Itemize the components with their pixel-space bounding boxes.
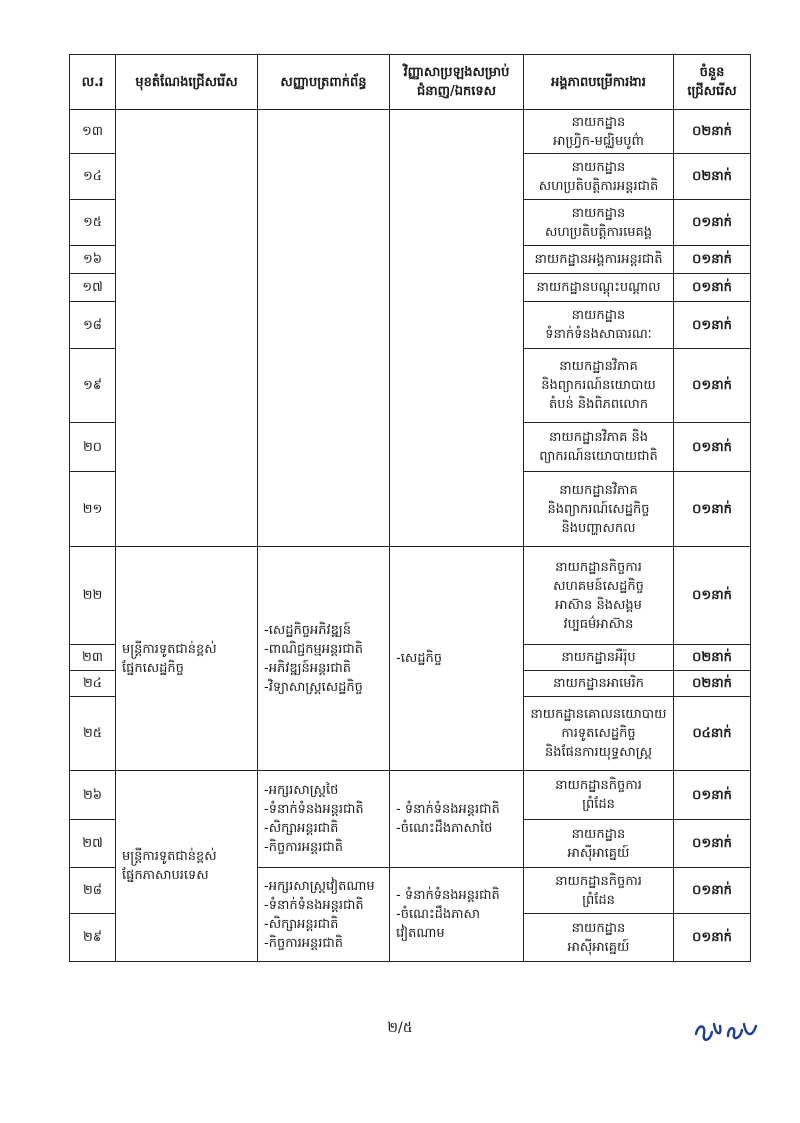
count-cell: ០១នាក់ <box>674 246 751 274</box>
unit-line: សហប្រតិបត្តិការមេគង្គ <box>544 224 653 240</box>
row-number: ២៣ <box>70 645 116 671</box>
unit-cell <box>524 274 674 302</box>
unit-cell <box>524 645 674 671</box>
unit-cell <box>524 349 674 423</box>
unit-cell <box>524 671 674 697</box>
unit-line: នាយកដ្ឋាន <box>571 826 626 842</box>
count-cell: ០១នាក់ <box>674 349 751 423</box>
subject-item: -ចំណេះដឹងភាសាថៃ <box>396 821 493 836</box>
count-cell: ០១នាក់ <box>674 771 751 820</box>
position-cell-empty <box>116 110 258 547</box>
degree-item: -អភិវឌ្ឍន៍អន្តរជាតិ <box>264 660 351 676</box>
unit-line: អាហ្វ្រិក-មជ្ឈិមបូព៌ា <box>553 133 644 149</box>
degree-item: -សិក្សាអន្តរជាតិ <box>264 821 339 836</box>
degree-item: -កិច្ចការអន្តរជាតិ <box>264 935 343 951</box>
header-no: ល.រ <box>70 55 116 110</box>
row-number: ២០ <box>70 423 116 472</box>
row-number: ១៩ <box>70 349 116 423</box>
header-position: មុខតំណែងជ្រើសរើស <box>116 55 258 110</box>
recruitment-table <box>69 54 751 962</box>
initials-signature <box>692 1014 760 1046</box>
position-line: មន្ត្រីការទូតជាន់ខ្ពស់ <box>122 641 217 657</box>
unit-cell <box>524 820 674 868</box>
degree-item: -អក្សរសាស្ត្រថៃ <box>264 783 339 798</box>
unit-line: វប្បធម៌អាស៊ាន <box>563 616 634 632</box>
unit-line: នាយកដ្ឋាន <box>571 308 626 323</box>
unit-line: និងផែនការយុទ្ធសាស្ត្រ <box>544 745 653 760</box>
header-unit: អង្គភាពបម្រើការងារ <box>524 55 674 110</box>
row-number: ១៧ <box>70 274 116 302</box>
row-number: ២៩ <box>70 914 116 962</box>
unit-cell <box>524 423 674 472</box>
position-line: ផ្នែកភាសាបរទេស <box>122 868 209 883</box>
count-cell: ០១នាក់ <box>674 423 751 472</box>
degree-cell <box>258 771 390 868</box>
degree-cell-empty <box>258 110 390 547</box>
header-count: ចំនួន ជ្រើសរើស <box>674 55 751 110</box>
subject-cell <box>390 547 524 771</box>
unit-line: សហគមន៍សេដ្ឋកិច្ច <box>553 578 644 594</box>
row-number: ១៤ <box>70 154 116 200</box>
count-cell: ០១នាក់ <box>674 914 751 962</box>
unit-line: និងព្យាករណ៍នយោបាយ <box>541 378 656 393</box>
row-number: ១៥ <box>70 200 116 246</box>
unit-line: នាយកដ្ឋាន <box>571 920 626 936</box>
unit-line: នាយកដ្ឋានអង្គការអន្តរជាតិ <box>534 252 663 267</box>
unit-line: អាស៊ីអាគ្នេយ៍ <box>567 845 630 861</box>
unit-line: នាយកដ្ឋានអាមេរិក <box>553 676 644 691</box>
position-line: មន្ត្រីការទូតជាន់ខ្ពស់ <box>122 849 217 864</box>
count-cell: ០១នាក់ <box>674 868 751 914</box>
unit-cell <box>524 200 674 246</box>
count-cell: ០២នាក់ <box>674 671 751 697</box>
subject-item: - ទំនាក់ទំនងអន្តរជាតិ <box>396 802 500 817</box>
row-number: ២២ <box>70 547 116 645</box>
unit-line: នាយកដ្ឋានវិភាគ <box>559 482 638 498</box>
degree-cell <box>258 547 390 771</box>
subject-cell <box>390 868 524 962</box>
row-number: ២៦ <box>70 771 116 820</box>
subject-item: -សេដ្ឋកិច្ច <box>396 651 442 666</box>
count-cell: ០២នាក់ <box>674 110 751 154</box>
count-cell: ០១នាក់ <box>674 820 751 868</box>
degree-item: -ទំនាក់ទំនងអន្តរជាតិ <box>264 802 364 817</box>
row-number: ២៥ <box>70 697 116 771</box>
unit-line: អាស៊ាន និងសង្គម <box>555 597 642 613</box>
unit-cell <box>524 154 674 200</box>
unit-line: និងព្យាករណ៍សេដ្ឋកិច្ច <box>547 501 650 517</box>
unit-line: នាយកដ្ឋានអឺរ៉ុប <box>561 650 636 665</box>
table-row <box>70 110 751 154</box>
count-cell: ០១នាក់ <box>674 302 751 349</box>
subject-cell-empty <box>390 110 524 547</box>
row-number: ១៣ <box>70 110 116 154</box>
unit-line: សហប្រតិបត្តិការអន្តរជាតិ <box>538 178 659 194</box>
unit-line: នាយកដ្ឋានគោលនយោបាយ <box>530 707 667 722</box>
unit-cell <box>524 771 674 820</box>
degree-item: -សេដ្ឋកិច្ចអភិវឌ្ឍន៍ <box>264 622 351 638</box>
subject-item: - ទំនាក់ទំនងអន្តរជាតិ <box>396 888 500 903</box>
count-cell: ០២នាក់ <box>674 645 751 671</box>
unit-line: អាស៊ីអាគ្នេយ៍ <box>567 939 630 955</box>
unit-cell <box>524 472 674 547</box>
header-degree: សញ្ញាបត្រពាក់ព័ន្ធ <box>258 55 390 110</box>
unit-line: នាយកដ្ឋានបណ្តុះបណ្តាល <box>536 280 661 295</box>
unit-line: នាយកដ្ឋាន <box>571 159 626 175</box>
unit-line: ការទូតសេដ្ឋកិច្ច <box>561 726 636 741</box>
count-cell: ០១នាក់ <box>674 472 751 547</box>
degree-item: -អក្សរសាស្ត្រវៀតណាម <box>264 878 375 894</box>
unit-cell <box>524 697 674 771</box>
row-number: ២៤ <box>70 671 116 697</box>
degree-cell <box>258 868 390 962</box>
table-row <box>70 547 751 645</box>
header-subject: វិញ្ញាសាប្រឡងសម្រាប់ ជំនាញ/ឯកទេស <box>390 55 524 110</box>
degree-item: -ពាណិជ្ជកម្មអន្តរជាតិ <box>264 641 363 657</box>
unit-line: តំបន់ និងពិភពលោក <box>548 397 649 412</box>
degree-item: -កិច្ចការអន្តរជាតិ <box>264 840 343 855</box>
unit-line: នាយកដ្ឋានកិច្ចការ <box>555 873 642 889</box>
row-number: ២១ <box>70 472 116 547</box>
degree-item: -ទំនាក់ទំនងអន្តរជាតិ <box>264 897 364 913</box>
unit-cell <box>524 868 674 914</box>
unit-cell <box>524 110 674 154</box>
unit-cell <box>524 302 674 349</box>
count-cell: ០៤នាក់ <box>674 697 751 771</box>
position-line: ផ្នែកសេដ្ឋកិច្ច <box>122 660 184 676</box>
unit-line: និងបញ្ហាសកល <box>561 520 636 536</box>
subject-item: វៀតណាម <box>396 926 445 941</box>
unit-line: នាយកដ្ឋានកិច្ចការ <box>555 559 642 575</box>
page-number: ២/៥ <box>387 1020 413 1036</box>
unit-cell <box>524 246 674 274</box>
position-cell <box>116 771 258 962</box>
subject-cell <box>390 771 524 868</box>
unit-line: ព្រំដែន <box>582 797 615 812</box>
unit-line: ព្រំដែន <box>582 892 615 908</box>
unit-line: នាយកដ្ឋានកិច្ចការ <box>555 778 642 793</box>
table-row <box>70 771 751 820</box>
row-number: ២៧ <box>70 820 116 868</box>
count-cell: ០២នាក់ <box>674 154 751 200</box>
row-number: ២៨ <box>70 868 116 914</box>
unit-line: នាយកដ្ឋាន <box>571 205 626 221</box>
unit-line: នាយកដ្ឋានវិភាគ និង <box>548 430 649 445</box>
subject-item: -ចំណេះដឹងភាសា <box>396 907 481 922</box>
row-number: ១៨ <box>70 302 116 349</box>
unit-line: ព្យាករណ៍នយោបាយជាតិ <box>539 449 658 464</box>
count-cell: ០១នាក់ <box>674 200 751 246</box>
degree-item: -វិទ្យាសាស្ត្រសេដ្ឋកិច្ច <box>264 679 363 695</box>
unit-cell <box>524 547 674 645</box>
count-cell: ០១នាក់ <box>674 274 751 302</box>
count-cell: ០១នាក់ <box>674 547 751 645</box>
row-number: ១៦ <box>70 246 116 274</box>
degree-item: -សិក្សាអន្តរជាតិ <box>264 916 339 932</box>
table-header-row <box>70 55 751 110</box>
unit-line: ទំនាក់ទំនងសាធារណៈ <box>545 327 652 342</box>
position-cell <box>116 547 258 771</box>
unit-line: នាយកដ្ឋានវិភាគ <box>559 359 638 374</box>
unit-line: នាយកដ្ឋាន <box>571 114 626 130</box>
unit-cell <box>524 914 674 962</box>
